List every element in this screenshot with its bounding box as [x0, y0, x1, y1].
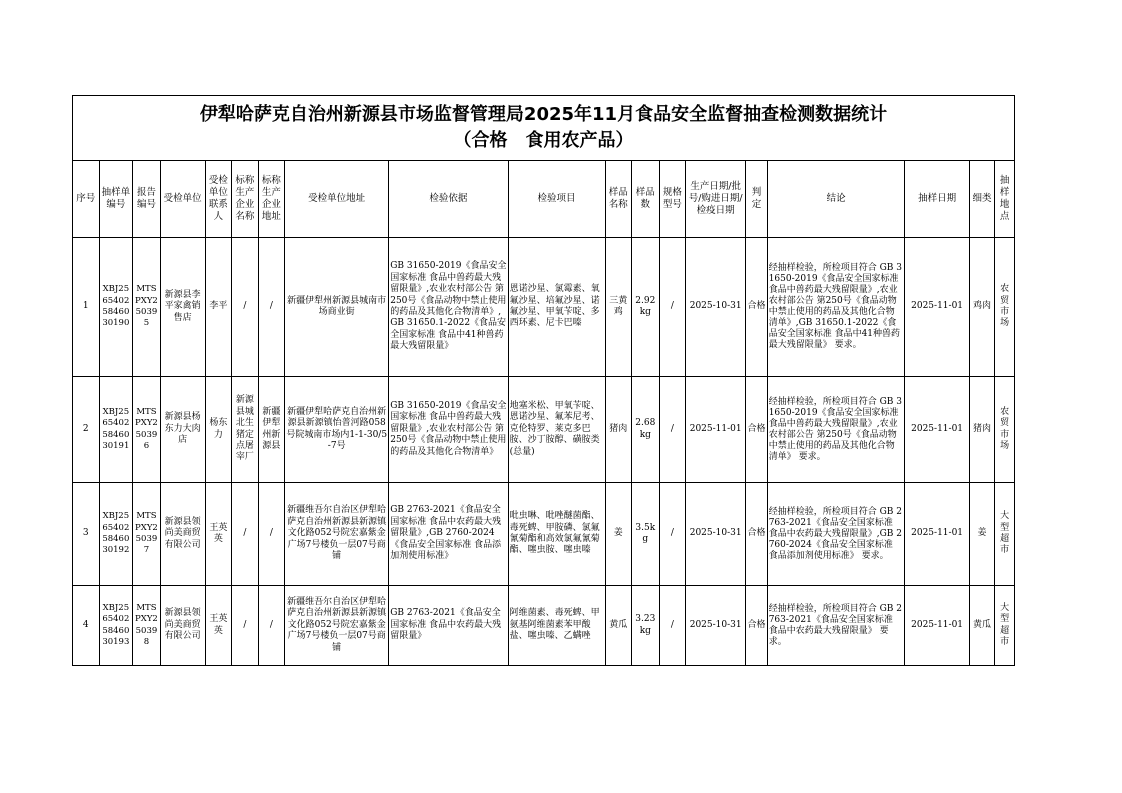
table-header-row: [73, 161, 1015, 238]
row-producer-address: 新疆伊犁州新源县: [258, 377, 285, 483]
row-category: 黄瓜: [969, 586, 995, 666]
row-spec: /: [659, 238, 686, 377]
header-sample-no: 抽样单编号: [99, 161, 133, 238]
row-conclusion: 经抽样检验，所检项目符合 GB 31650-2019《食品安全国家标准 食品中兽药最大残留限量》,农业农村部公告 第250号《食品动物中禁止使用的药品及其他化合物清单》 要求。: [767, 377, 905, 483]
row-sample-no: XBJ25654025846030190: [99, 238, 133, 377]
row-conclusion: 经抽样检验，所检项目符合 GB 2763-2021《食品安全国家标准 食品中农药最大残留限量》 要求。: [767, 586, 905, 666]
row-inspected-unit: 新源县杨东力大肉店: [160, 377, 205, 483]
row-contact: 王英英: [205, 483, 232, 586]
row-unit-address: 新疆伊犁哈萨克自治州新源县新源镇怡普河路058号院城南市场内1-1-30/5-7号: [285, 377, 389, 483]
row-date: 2025-10-31: [686, 483, 746, 586]
row-seq: 1: [73, 238, 100, 377]
header-sampling-date: 抽样日期: [905, 161, 969, 238]
row-producer: /: [232, 483, 259, 586]
row-report-no: MTSPXY250396: [133, 377, 161, 483]
row-quantity: 2.92kg: [632, 238, 660, 377]
inspection-table: [72, 95, 1015, 666]
table-row: [73, 238, 1015, 377]
row-date: 2025-11-01: [686, 377, 746, 483]
header-judgement: 判定: [746, 161, 767, 238]
row-unit-address: 新疆维吾尔自治区伊犁哈萨克自治州新源县新源镇文化路052号院宏嘉紫金广场7号楼负一层07号商铺: [285, 483, 389, 586]
row-inspected-unit: 新源县领尚美商贸有限公司: [160, 483, 205, 586]
row-location: 大型超市: [995, 483, 1015, 586]
row-report-no: MTSPXY250398: [133, 586, 161, 666]
row-category: 姜: [969, 483, 995, 586]
row-basis: GB 31650-2019《食品安全国家标准 食品中兽药最大残留限量》,农业农村部公告 第250号《食品动物中禁止使用的药品及其他化合物清单》: [389, 377, 508, 483]
row-basis: GB 2763-2021《食品安全国家标准 食品中农药最大残留限量》: [389, 586, 508, 666]
row-judgement: 合格: [746, 377, 767, 483]
header-spec: 规格型号: [659, 161, 686, 238]
table-row: [73, 483, 1015, 586]
row-spec: /: [659, 483, 686, 586]
row-contact: 杨东力: [205, 377, 232, 483]
header-sample-name: 样品名称: [605, 161, 632, 238]
row-unit-address: 新疆维吾尔自治区伊犁哈萨克自治州新源县新源镇文化路052号院宏嘉紫金广场7号楼负一层07号商铺: [285, 586, 389, 666]
header-producer: 标称生产企业名称: [232, 161, 259, 238]
row-report-no: MTSPXY250395: [133, 238, 161, 377]
row-spec: /: [659, 377, 686, 483]
row-date: 2025-10-31: [686, 238, 746, 377]
row-sample-no: XBJ25654025846030193: [99, 586, 133, 666]
row-report-no: MTSPXY250397: [133, 483, 161, 586]
row-inspected-unit: 新源县领尚美商贸有限公司: [160, 586, 205, 666]
row-producer-address: /: [258, 483, 285, 586]
row-seq: 3: [73, 483, 100, 586]
header-inspected-unit: 受检单位: [160, 161, 205, 238]
row-basis: GB 2763-2021《食品安全国家标准 食品中农药最大残留限量》,GB 2760-2024《食品安全国家标准 食品添加剂使用标准》: [389, 483, 508, 586]
row-sample-no: XBJ25654025846030192: [99, 483, 133, 586]
row-category: 鸡肉: [969, 238, 995, 377]
row-sampling-date: 2025-11-01: [905, 586, 969, 666]
row-basis: GB 31650-2019《食品安全国家标准 食品中兽药最大残留限量》,农业农村部公告 第250号《食品动物中禁止使用的药品及其他化合物清单》,GB 31650.1-2022《食品安全国家标准 食品中41种兽药最大残留限量》: [389, 238, 508, 377]
row-spec: /: [659, 586, 686, 666]
row-sample-name: 猪肉: [605, 377, 632, 483]
row-producer: 新源县城北生猪定点屠宰厂: [232, 377, 259, 483]
table-row: [73, 586, 1015, 666]
row-producer-address: /: [258, 586, 285, 666]
row-producer-address: /: [258, 238, 285, 377]
row-sample-name: 三黄鸡: [605, 238, 632, 377]
row-sampling-date: 2025-11-01: [905, 483, 969, 586]
row-producer: /: [232, 238, 259, 377]
row-producer: /: [232, 586, 259, 666]
row-category: 猪肉: [969, 377, 995, 483]
header-contact: 受检单位联系人: [205, 161, 232, 238]
report-title-line2: （合格 食用农产品）: [453, 130, 634, 151]
row-sampling-date: 2025-11-01: [905, 238, 969, 377]
header-category: 细类: [969, 161, 995, 238]
header-unit-address: 受检单位地址: [285, 161, 389, 238]
row-sample-name: 黄瓜: [605, 586, 632, 666]
row-sampling-date: 2025-11-01: [905, 377, 969, 483]
header-location: 抽样地点: [995, 161, 1015, 238]
inspection-report-sheet: [72, 95, 1015, 666]
row-quantity: 3.23kg: [632, 586, 660, 666]
row-conclusion: 经抽样检验，所检项目符合 GB 31650-2019《食品安全国家标准 食品中兽药最大残留限量》,农业农村部公告 第250号《食品动物中禁止使用的药品及其他化合物清单》,GB 31650.1-2022《食品安全国家标准 食品中41种兽药最大残留限量》 要求。: [767, 238, 905, 377]
row-date: 2025-10-31: [686, 586, 746, 666]
row-judgement: 合格: [746, 586, 767, 666]
row-judgement: 合格: [746, 483, 767, 586]
row-sample-name: 姜: [605, 483, 632, 586]
row-contact: 王英英: [205, 586, 232, 666]
row-items: 恩诺沙星、氯霉素、氧氟沙星、培氟沙星、诺氟沙星、甲氧苄啶、多西环素、尼卡巴嗪: [508, 238, 605, 377]
header-quantity: 样品数: [632, 161, 660, 238]
row-judgement: 合格: [746, 238, 767, 377]
header-report-no: 报告编号: [133, 161, 161, 238]
row-quantity: 2.68kg: [632, 377, 660, 483]
header-basis: 检验依据: [389, 161, 508, 238]
row-conclusion: 经抽样检验，所检项目符合 GB 2763-2021《食品安全国家标准 食品中农药最大残留限量》,GB 2760-2024《食品安全国家标准 食品添加剂使用标准》 要求。: [767, 483, 905, 586]
row-items: 吡虫啉、吡唑醚菌酯、毒死蜱、甲胺磷、氯氟氰菊酯和高效氯氟氰菊酯、噻虫胺、噻虫嗪: [508, 483, 605, 586]
row-quantity: 3.5kg: [632, 483, 660, 586]
report-title-line1: 伊犁哈萨克自治州新源县市场监督管理局2025年11月食品安全监督抽查检测数据统计: [199, 104, 888, 125]
table-row: [73, 377, 1015, 483]
row-seq: 4: [73, 586, 100, 666]
row-sample-no: XBJ25654025846030191: [99, 377, 133, 483]
header-seq: 序号: [73, 161, 100, 238]
header-producer-address: 标称生产企业地址: [258, 161, 285, 238]
row-unit-address: 新疆伊犁州新源县城南市场商业街: [285, 238, 389, 377]
header-items: 检验项目: [508, 161, 605, 238]
row-inspected-unit: 新源县李平家禽销售店: [160, 238, 205, 377]
row-items: 阿维菌素、毒死蜱、甲氨基阿维菌素苯甲酸盐、噻虫嗪、乙螨唑: [508, 586, 605, 666]
row-seq: 2: [73, 377, 100, 483]
report-title: [73, 96, 1015, 161]
row-location: 农贸市场: [995, 377, 1015, 483]
row-location: 农贸市场: [995, 238, 1015, 377]
row-contact: 李平: [205, 238, 232, 377]
header-conclusion: 结论: [767, 161, 905, 238]
row-items: 地塞米松、甲氧苄啶、恩诺沙星、氟苯尼考、克伦特罗、莱克多巴胺、沙丁胺醇、磺胺类(总量): [508, 377, 605, 483]
row-location: 大型超市: [995, 586, 1015, 666]
header-date: 生产日期/批号/购进日期/检疫日期: [686, 161, 746, 238]
